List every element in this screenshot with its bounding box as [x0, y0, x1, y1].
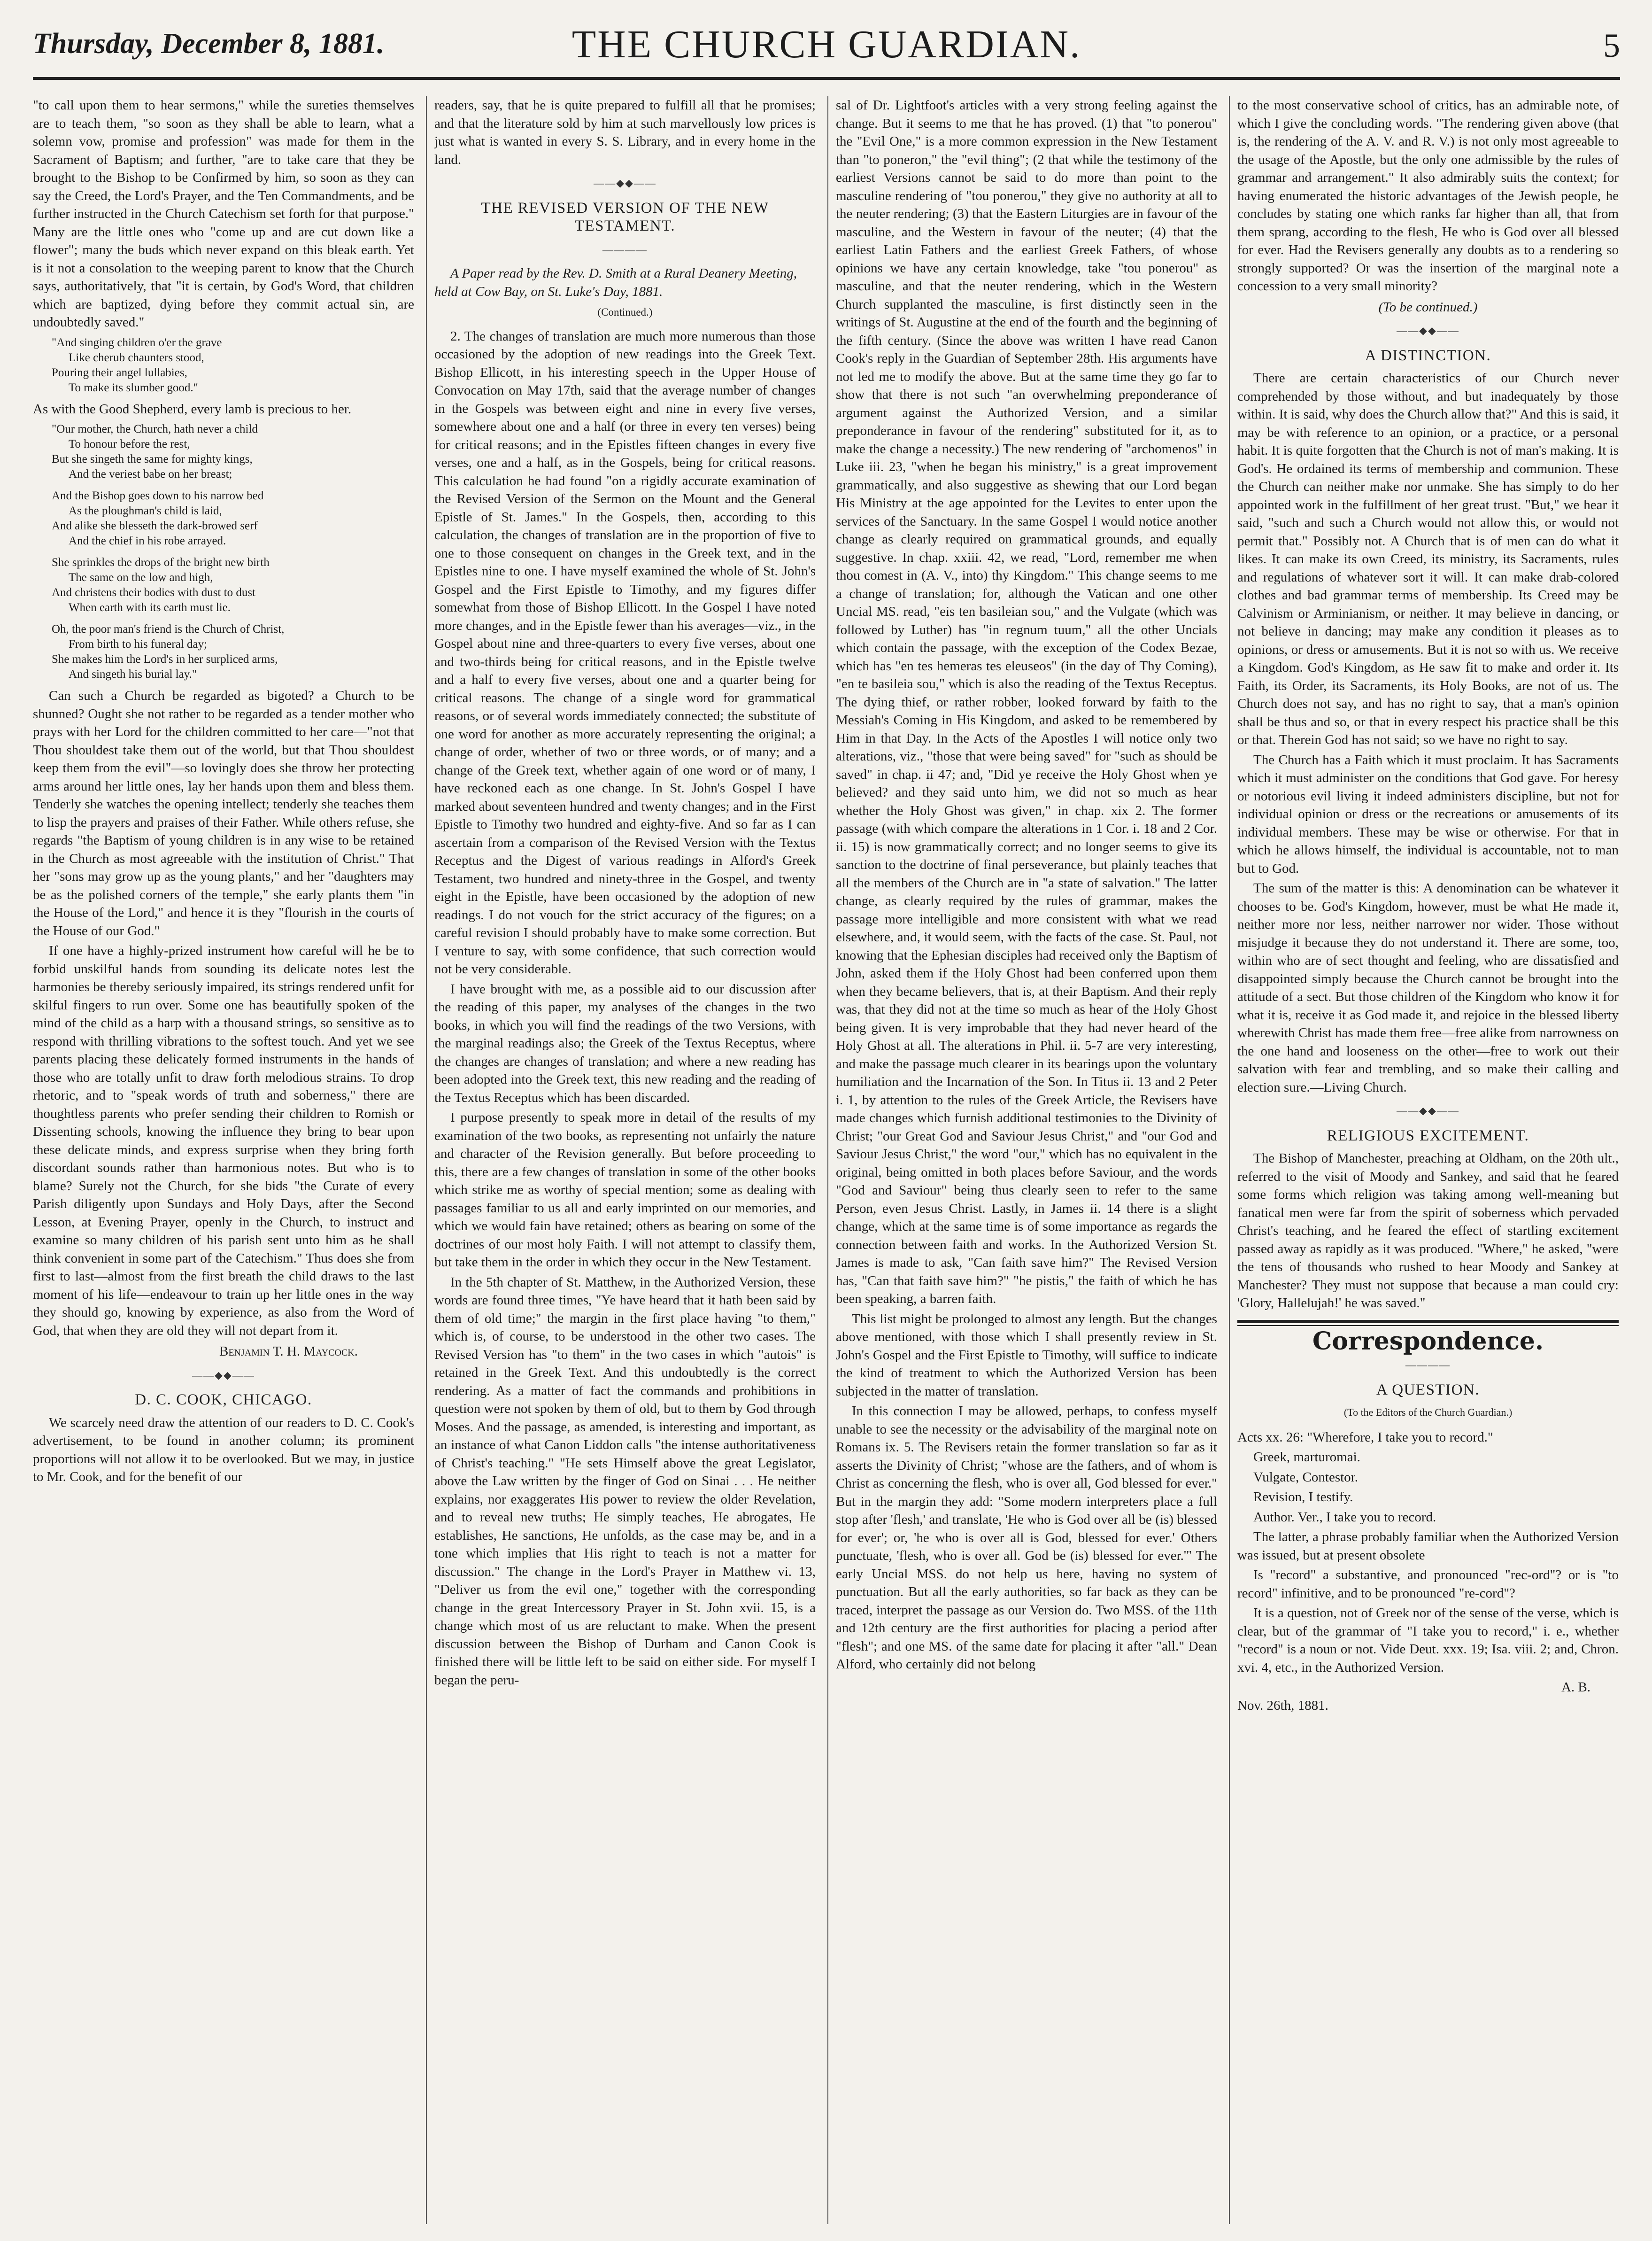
correspondence-heading: Correspondence.: [1312, 1326, 1544, 1356]
column-rule: [827, 96, 828, 2224]
question-line: Vulgate, Contestor.: [1253, 1469, 1358, 1485]
poem-line: When earth with its earth must lie.: [69, 601, 231, 614]
poem-line: She makes him the Lord's in her surpliced arms,: [52, 653, 278, 666]
to-be-continued-note: (To be continued.): [1378, 299, 1478, 315]
article-paragraph: to the most conservative school of critics, has an admirable note, of which I give the concluding words. "The rendering given above (that is, the rendering of the A. V. and R. V.) is not only most agreeable to the usage of the Apostle, but the only one admissible by the rules of grammar and arrangement." It also admirably suits the context; for having enumerated the historic advantages of the Jewish people, he concludes by stating one which ranks far higher than all, that from them sprang, according to the flesh, He who is God over all blessed for ever. Had the Revisers generally any doubts as to a rendering so strongly supported? Or was the insertion of the marginal note a concession to a very small minority?: [1237, 98, 1619, 294]
article-paragraph: Is "record" a substantive, and pronounced "rec-ord"? or is "to record" infinitive, and to be pronounced "re-cord"?: [1237, 1567, 1619, 1601]
poem-line: From birth to his funeral day;: [69, 638, 208, 651]
article-paragraph: I have brought with me, as a possible aid to our discussion after the reading of this paper, my analyses of the changes in the two books, in which you will find the readings of the two Versions, with the marginal readings also; the Greek of the Textus Receptus, where the changes are changes of translation; and where a new reading has been adopted into the Greek text, this new reading and the reading of the Textus Receptus which has been discarded.: [434, 981, 816, 1105]
article-paragraph: As with the Good Shepherd, every lamb is precious to her.: [33, 401, 352, 417]
section-ornament: ——◆◆——: [594, 177, 656, 189]
question-line: Author. Ver., I take you to record.: [1253, 1509, 1436, 1525]
section-heading: A QUESTION.: [1376, 1381, 1480, 1398]
section-divider: [1237, 1320, 1619, 1326]
poem-line: And singeth his burial lay.": [69, 668, 197, 681]
section-rule: ————: [602, 243, 648, 256]
article-paragraph: There are certain characteristics of our Church never comprehended by those without, and but inadequately by those within. It is said, why does the Church allow that?" And this is said, it may be with reference to an opinion, or a practice, or a personal habit. It is quite forgotten that the Church is not of man's making. It is God's. He ordained its terms of membership and communion. These the Church can neither make nor unmake. She has simply to do her appointed work in the fulfillment of her great trust. "But," we hear it said, "such and such a Church would not allow this, or would not permit that." Possibly not. A Church that is of men can do what it likes. It can make its own Creed, its ministry, its Sacraments, rules and regulations of whatever sort it will. It can make drab-colored clothes and bad grammar terms of membership. Its Creed may be Calvinism or Arminianism, or neither. It may believe in dancing, or not believe in dancing; may make any condition it pleases as to opinions, or dress or amusements. But it is not so with us. We receive a Kingdom. God's Kingdom, as He saw fit to make and order it. Its Faith, its Order, its Sacraments, its Holy Books, are not of us. The Church does not say, and has no right to say, that a man's opinion shall be thus and so, or that in every respect his practice shall be this or that. Therein God has not said; so we have no right to say.: [1237, 371, 1619, 747]
poem-line: "And singing children o'er the grave: [52, 336, 222, 349]
poem-line: As the ploughman's child is laid,: [69, 504, 222, 517]
poem-line: She sprinkles the drops of the bright new birth: [52, 556, 270, 569]
column-2: [434, 96, 816, 2224]
poem-line: "Our mother, the Church, hath never a child: [52, 423, 258, 435]
poem-line: To make its slumber good.": [69, 381, 198, 394]
page-number: 5: [1603, 27, 1620, 64]
article-paragraph: In the 5th chapter of St. Matthew, in the Authorized Version, these words are found three times, "Ye have heard that it hath been said by them of old time;" the margin in the first place having "to them," which is, of course, to be understood in the other two cases. The Revised Version has "to them" in the two cases in which "autois" is retained in the Greek Text. And this undoubtedly is the correct rendering. As a matter of fact the commands and prohibitions in question were not spoken by them of old, but to them by God through Moses. And the passage, as amended, is interesting and important, as an instance of what Canon Liddon calls "the intense authoritativeness of Christ's teaching." "He sets Himself above the great Legislator, above the Law written by the finger of God on Sinai . . . He neither explains, nor exaggerates His power to review the older Revelation, and to reveal new truths; He simply teaches, He abrogates, He establishes, He sanctions, He unfolds, as the case may be, and in a tone which implies that His right to teach is not a matter for discussion." The change in the Lord's Prayer in Matthew vi. 13, "Deliver us from the evil one," together with the corresponding change in the great Intercessory Prayer in St. John xvii. 15, is a change which most of us are reluctant to make. When the present discussion between the Bishop of Durham and Canon Cook is finished there will be little left to be said on either side. For myself I began the peru-: [434, 1274, 816, 1688]
article-paragraph: It is a question, not of Greek nor of the sense of the verse, which is clear, but of the grammar of "I take you to record," i. e., whether "record" is a noun or not. Vide Deut. xxx. 19; Isa. viii. 2; and, Chron. xvi. 4, etc., in the Authorized Version.: [1237, 1605, 1619, 1675]
article-paragraph: "to call upon them to hear sermons," while the sureties themselves are to teach them, "so soon as they shall be able to learn, what a solemn vow, promise and profession" was made for them in the Sacrament of Baptism; and further, "are to take care that they be brought to the Bishop to be Confirmed by him, so soon as they can say the Creed, the Lord's Prayer, and the Ten Commandments, and be further instructed in the Church Catechism set forth for that purpose." Many are the little ones who "come up and are cut down like a flower"; many the buds which never expand on this bleak earth. Yet is it not a consolation to the weeping parent to know that the Church says, authoritatively, that "it is certain, by God's Word, that children which are baptized, dying before they commit actual sin, are undoubtedly saved.": [33, 98, 414, 330]
author-signature: Benjamin T. H. Maycock.: [219, 1344, 358, 1359]
masthead-rule: [33, 77, 1620, 80]
article-paragraph: The Bishop of Manchester, preaching at Oldham, on the 20th ult., referred to the visit of Moody and Sankey, and said that he feared some forms which religion was taking among well-meaning but fanatical men were far from the spirit of soberness which pervaded Christ's teaching, and he feared the effect of startling excitement passed away as rapidly as it was produced. "Where," he asked, "were the tens of thousands who rushed to hear Moody and Sankey at Manchester? They must not suppose that because a man could cry: 'Glory, Hallelujah!' he was saved.": [1237, 1151, 1619, 1310]
section-ornament: ——◆◆——: [192, 1369, 255, 1381]
poem-line: And christens their bodies with dust to dust: [52, 586, 255, 599]
poem-quote-1: [52, 335, 414, 395]
poem-line: Like cherub chaunters stood,: [69, 351, 204, 364]
column-3: [836, 96, 1217, 2224]
editors-note: (To the Editors of the Church Guardian.): [1343, 1406, 1513, 1418]
section-heading: D. C. COOK, CHICAGO.: [135, 1391, 312, 1408]
poem-line: And the veriest babe on her breast;: [69, 468, 232, 481]
section-rule: ————: [1405, 1359, 1451, 1371]
article-paragraph: This list might be prolonged to almost any length. But the changes above mentioned, with those which I shall presently review in St. John's Gospel and the First Epistle to Timothy, will suffice to indicate the kind of treatment to which the Authorized Version has been subjected in the matter of translation.: [836, 1311, 1217, 1399]
article-paragraph: readers, say, that he is quite prepared to fulfill all that he promises; and that the literature sold by him at such marvellously low prices is just what is wanted in every S. S. Library, and in every home in the land.: [434, 98, 816, 167]
poem-line: To honour before the rest,: [69, 438, 190, 450]
column-1: [33, 96, 414, 2224]
section-heading: THE REVISED VERSION OF THE NEW TESTAMENT.: [481, 199, 769, 234]
article-paragraph: I purpose presently to speak more in detail of the results of my examination of the two books, as representing not unfairly the nature and character of the Revision generally. But before proceeding to this, there are a few changes of translation in some of the other books which strike me as worthy of special mention; some as dealing with passages familiar to us all and early imprinted on our memories, and which we would fain have retained; others as bearing on some of the doctrines of our most holy Faith. I will not attempt to classify them, but take them in the order in which they occur in the New Testament.: [434, 1110, 816, 1270]
article-paragraph: The sum of the matter is this: A denomination can be whatever it chooses to be. God's Kingdom, however, must be what He made it, neither more nor less, neither narrower nor wider. Those without misjudge it because they do not understand it. There are some, too, within who are of sect thought and feeling, who are dissatisfied and disappointed simply because the Church cannot be brought into the attitude of a sect. But those children of the Kingdom who know it for what it is, receive it as God made it, and rejoice in the blessed liberty wherewith Christ has made them free—free alike from narrowness on the one hand and looseness on the other—free to work out their salvation with fear and trembling, and so make their calling and election sure.—Living Church.: [1237, 881, 1619, 1095]
article-paragraph: The Church has a Faith which it must proclaim. It has Sacraments which it must administer on the conditions that God gave. For heresy or notorious evil living it indeed administers discipline, but not for individual opinion or dress or the recreations or amusements of its individual members. These may be wise or otherwise. For that in which he allows himself, the individual is accountable, not to man but to God.: [1237, 752, 1619, 876]
letter-signature: A. B.: [1561, 1680, 1590, 1695]
poem-line: And the chief in his robe arrayed.: [69, 535, 226, 547]
column-rule: [1229, 96, 1230, 2224]
article-byline: A Paper read by the Rev. D. Smith at a Rural Deanery Meeting, held at Cow Bay, on St. Luke's Day, 1881.: [434, 266, 797, 299]
letter-date: Nov. 26th, 1881.: [1237, 1698, 1328, 1713]
poem-line: But she singeth the same for mighty kings,: [52, 453, 253, 465]
poem-quote-2: [52, 422, 414, 682]
column-rule: [426, 96, 427, 2224]
article-paragraph: In this connection I may be allowed, perhaps, to confess myself unable to see the necessity or the advisability of the marginal note on Romans ix. 5. The Revisers retain the former translation so far as it asserts the Divinity of Christ; "whose are the fathers, and of whom is Christ as concerning the flesh, who is over all, God blessed for ever." But in the margin they add: "Some modern interpreters place a full stop after 'flesh,' and translate, 'He who is God over all be (is) blessed for ever'; or, 'he who is over all is God, blessed for ever.' Others punctuate, 'flesh, who is over all. God be (is) blessed for ever.'" The early Uncial MSS. do not help us here, having no system of punctuation. But all the early authorities, so far back as they can be traced, interpret the passage as our Version do. Two MSS. of the 11th and 12th century are the first authorities for placing a period after "flesh"; and one MS. of the same date for placing it after "all." Dean Alford, who certainly did not belong: [836, 1404, 1217, 1672]
continued-note: (Continued.): [597, 306, 653, 318]
masthead: [33, 13, 1620, 84]
question-line: Acts xx. 26: "Wherefore, I take you to record.": [1237, 1429, 1493, 1445]
question-line: Greek, marturomai.: [1253, 1450, 1360, 1465]
article-paragraph: The latter, a phrase probably familiar when the Authorized Version was issued, but at present obsolete: [1237, 1529, 1619, 1563]
section-heading: A DISTINCTION.: [1365, 347, 1491, 364]
section-ornament: ——◆◆——: [1397, 325, 1459, 336]
poem-line: Oh, the poor man's friend is the Church of Christ,: [52, 623, 285, 636]
article-paragraph: If one have a highly-prized instrument how careful will he be to forbid unskilful hands from sounding its delicate notes lest the harmonies be thereby seriously impaired, its strings rendered unfit for skilful fingers to run over. Some one has beautifully spoken of the mind of the child as a harp with a thousand strings, so sensitive as to respond with thrilling vibrations to the softest touch. And yet we see parents placing these delicately formed instruments in the hands of those who are totally unfit to draw forth melodious strains. To drop rhetoric, and to "speak words of truth and soberness," there are thoughtless parents who prefer sending their children to Romish or Dissenting schools, knowing the influence they bring to bear upon these delicate minds, and express surprise when they bring forth discordant sounds rather than harmonious notes. But who is to blame? Surely not the Church, for she bids "the Curate of every Parish diligently upon Sundays and Holy Days, after the Second Lesson, at Evening Prayer, openly in the Church, to instruct and examine so many children of his parish sent unto him as he shall think convenient in some part of the Catechism." Thus does she from first to last—almost from the first breath the child draws to the last moment of his life—endeavour to train up her little ones in the way they should go, knowing by experience, as also from the Word of God, that when they are old they will not depart from it.: [33, 943, 414, 1338]
article-paragraph: Can such a Church be regarded as bigoted? a Church to be shunned? Ought she not rather to be regarded as a tender mother who prays with her Lord for the children committed to her care—"not that Thou shouldest take them out of the world, but that Thou shouldest keep them from the evil"—so lovingly does she throw her protecting arms around her little ones, lay her hands upon them and bless them. Tenderly she watches the opening intellect; tenderly she teaches them to lisp the prayers and praises of their Father. While others refuse, she regards "the Baptism of young children is in any wise to be retained in the Church as most agreeable with the institution of Christ." That her "sons may grow up as the young plants," and her "daughters may be as the polished corners of the temple," she early plants them "in the House of the Lord," and hence it is they "flourish in the courts of the House of our God.": [33, 688, 414, 938]
newspaper-title: THE CHURCH GUARDIAN.: [571, 23, 1081, 66]
article-paragraph: We scarcely need draw the attention of our readers to D. C. Cook's advertisement, to be found in another column; its prominent proportions will not allow it to be overlooked. But we may, in justice to Mr. Cook, and for the benefit of our: [33, 1415, 414, 1484]
article-paragraph: sal of Dr. Lightfoot's articles with a very strong feeling against the change. But it seems to me that he has proved. (1) that "to ponerou" the "Evil One," is a more common expression in the New Testament than "to poneron," the "evil thing"; (2 that while the testimony of the earliest Versions cannot be said to do more than point to the masculine rendering of "tou ponerou," they give no authority at all to the neuter rendering; (3) that the Eastern Liturgies are in favour of the masculine, and the Western in favour of the neuter; (4) that the earliest Latin Fathers and the earliest Greek Fathers, of whose opinions we have any certain knowledge, take "tou ponerou" as masculine, and that the neuter rendering, which in the Western Church supplanted the masculine, is first distinctly seen in the writings of St. Augustine at the end of the fourth and the beginning of the fifth century. (Since the above was written I have read Canon Cook's reply in the Guardian of September 28th. His arguments have not led me to modify the above. But at the same time they go far to show that there is not such "an overwhelming preponderance of argument against the Authorized Version, and a similar preponderance in favour of the rendering" substituted for it, as to make the change a necessity.) The new rendering of "archomenos" in Luke iii. 23, "when he began his ministry," is a great improvement grammatically, and also suggestive as shewing that our Lord began His Ministry at the age appointed for the Levites to enter upon the services of the Sanctuary. In the same Gospel I would notice another change as clearly required on grammatical grounds, and equally suggestive. In chap. xxiii. 42, we read, "Lord, remember me when thou comest in (A. V., into) thy Kingdom." This change seems to me a change of translation; for, although the Vatican and one other Uncial MS. read, "eis ten basileian sou," and the Vulgate (which was followed by Luther) has "in regnum tuum," all the other Uncials which contain the passage, with the exception of the Codex Bezae, which has "en tes hemeras tes eleuseos" (in the day of Thy Coming), "en te basileia sou," which is also the reading of the Textus Receptus. The dying thief, or rather robber, looked forward by faith to the Messiah's Coming in His Kingdom, and asked to be remembered by Him in that Day. In the Acts of the Apostles I will notice only two alterations, viz., "those that were being saved" for "such as should be saved" in chap. ii 47; and, "Did ye receive the Holy Ghost when ye believed? and they said unto him, we did not so much as hear whether the Holy Ghost was given," in chap. xix 2. The former passage (with which compare the alterations in 1 Cor. i. 18 and 2 Cor. ii. 15) is now grammatically correct; and no longer seems to give its sanction to the doctrine of final perseverance, but plainly teaches that all the members of the Church are in "a state of salvation." The latter change, as clearly required by the rules of grammar, makes the passage more intelligible and more consistent with what we read elsewhere, and, it would seem, with the facts of the case. St. Paul, not knowing that the Ephesian disciples had received only the Baptism of John, asked them if the Holy Ghost had been conferred upon them when they became believers, that is, at their Baptism. And their reply was, that they did not at the time so much as hear of the Holy Ghost being given. It is very improbable that they had never heard of the Holy Ghost at all. The alterations in Phil. ii. 5-7 are very interesting, and make the passage much clearer in its bearings upon the voluntary humiliation and the Incarnation of the Son. In Titus ii. 13 and 2 Peter i. 1, by attention to the rules of the Greek Article, the Revisers have made changes which furnish additional testimonies to the Divinity of Christ; "our Great God and Saviour Jesus Christ," and "our God and Saviour Jesus Christ," the word "our," which has no equivalent in the original, being omitted in both places before Saviour, and the words "God and Saviour" being thus clearly seen to refer to the same Person, even Jesus Christ. Lastly, in James ii. 14 there is a slight change, which at the same time is of some importance as regards the connection between faith and works. In the Authorized Version St. James is made to ask, "Can faith save him?" The Revised Version has, "Can that faith save him?" "he pistis," the faith of which he has been speaking, a barren faith.: [836, 98, 1217, 1306]
article-paragraph: 2. The changes of translation are much more numerous than those occasioned by the adoption of new readings into the Greek Text. Bishop Ellicott, in his interesting speech in the Upper House of Convocation on May 17th, said that the average number of changes in the Gospels was between eight and nine in every five verses, somewhere about one and a half (or three in every ten verses) being for critical reasons; and in the Epistles fifteen changes in every five verses, one and a half, as in the Gospels, being for critical reasons. This calculation he had found "on a rigidly accurate examination of the Revised Version of the Sermon on the Mount and the General Epistle of St. James." In the Gospels, then, according to this calculation, the changes of translation are in the proportion of five to one to those consequent on changes in the Greek text, and in the Epistles nine to one. I have myself examined the whole of St. John's Gospel and the First Epistle to Timothy, and my figures differ somewhat from those of Bishop Ellicott. In the Gospel I have noted more changes, and in the Epistle fewer than his averages—viz., in the Gospel about nine and three-quarters to every five verses, about one and two-thirds being for critical reasons, and in the Epistle twelve and a half to every five verses, about one and a quarter being for critical reasons. The change of a single word for grammatical reasons, or of several words immediately connected; the substitute of one word for another as more accurately representing the original; a change of order, whether of two or three words, or of many; and a change of the Greek text, whether again of one word or of many, I have reckoned each as one change. In St. John's Gospel I have marked about seventeen hundred and twenty changes; and in the First Epistle to Timothy two hundred and eighty-five. And so far as I can ascertain from a comparison of the Revised Version with the Textus Receptus and the Digest of various readings in Alford's Greek Testament, two hundred and ninety-three in the Gospel, and twenty eight in the Epistle, have been occasioned by the adoption of new readings. I do not vouch for the strict accuracy of the figures; on a careful revision I should probably have to make some correction. But I venture to say, with some confidence, that such correction would not be very considerable.: [434, 328, 816, 977]
column-4: [1237, 96, 1619, 2224]
poem-line: Pouring their angel lullabies,: [52, 366, 187, 379]
poem-line: And alike she blesseth the dark-browed serf: [52, 520, 258, 532]
poem-line: The same on the low and high,: [69, 571, 213, 584]
poem-line: And the Bishop goes down to his narrow bed: [52, 489, 264, 502]
section-heading: RELIGIOUS EXCITEMENT.: [1327, 1127, 1529, 1144]
question-line: Revision, I testify.: [1253, 1489, 1353, 1504]
issue-date: Thursday, December 8, 1881.: [33, 28, 385, 60]
section-ornament: ——◆◆——: [1397, 1105, 1459, 1117]
